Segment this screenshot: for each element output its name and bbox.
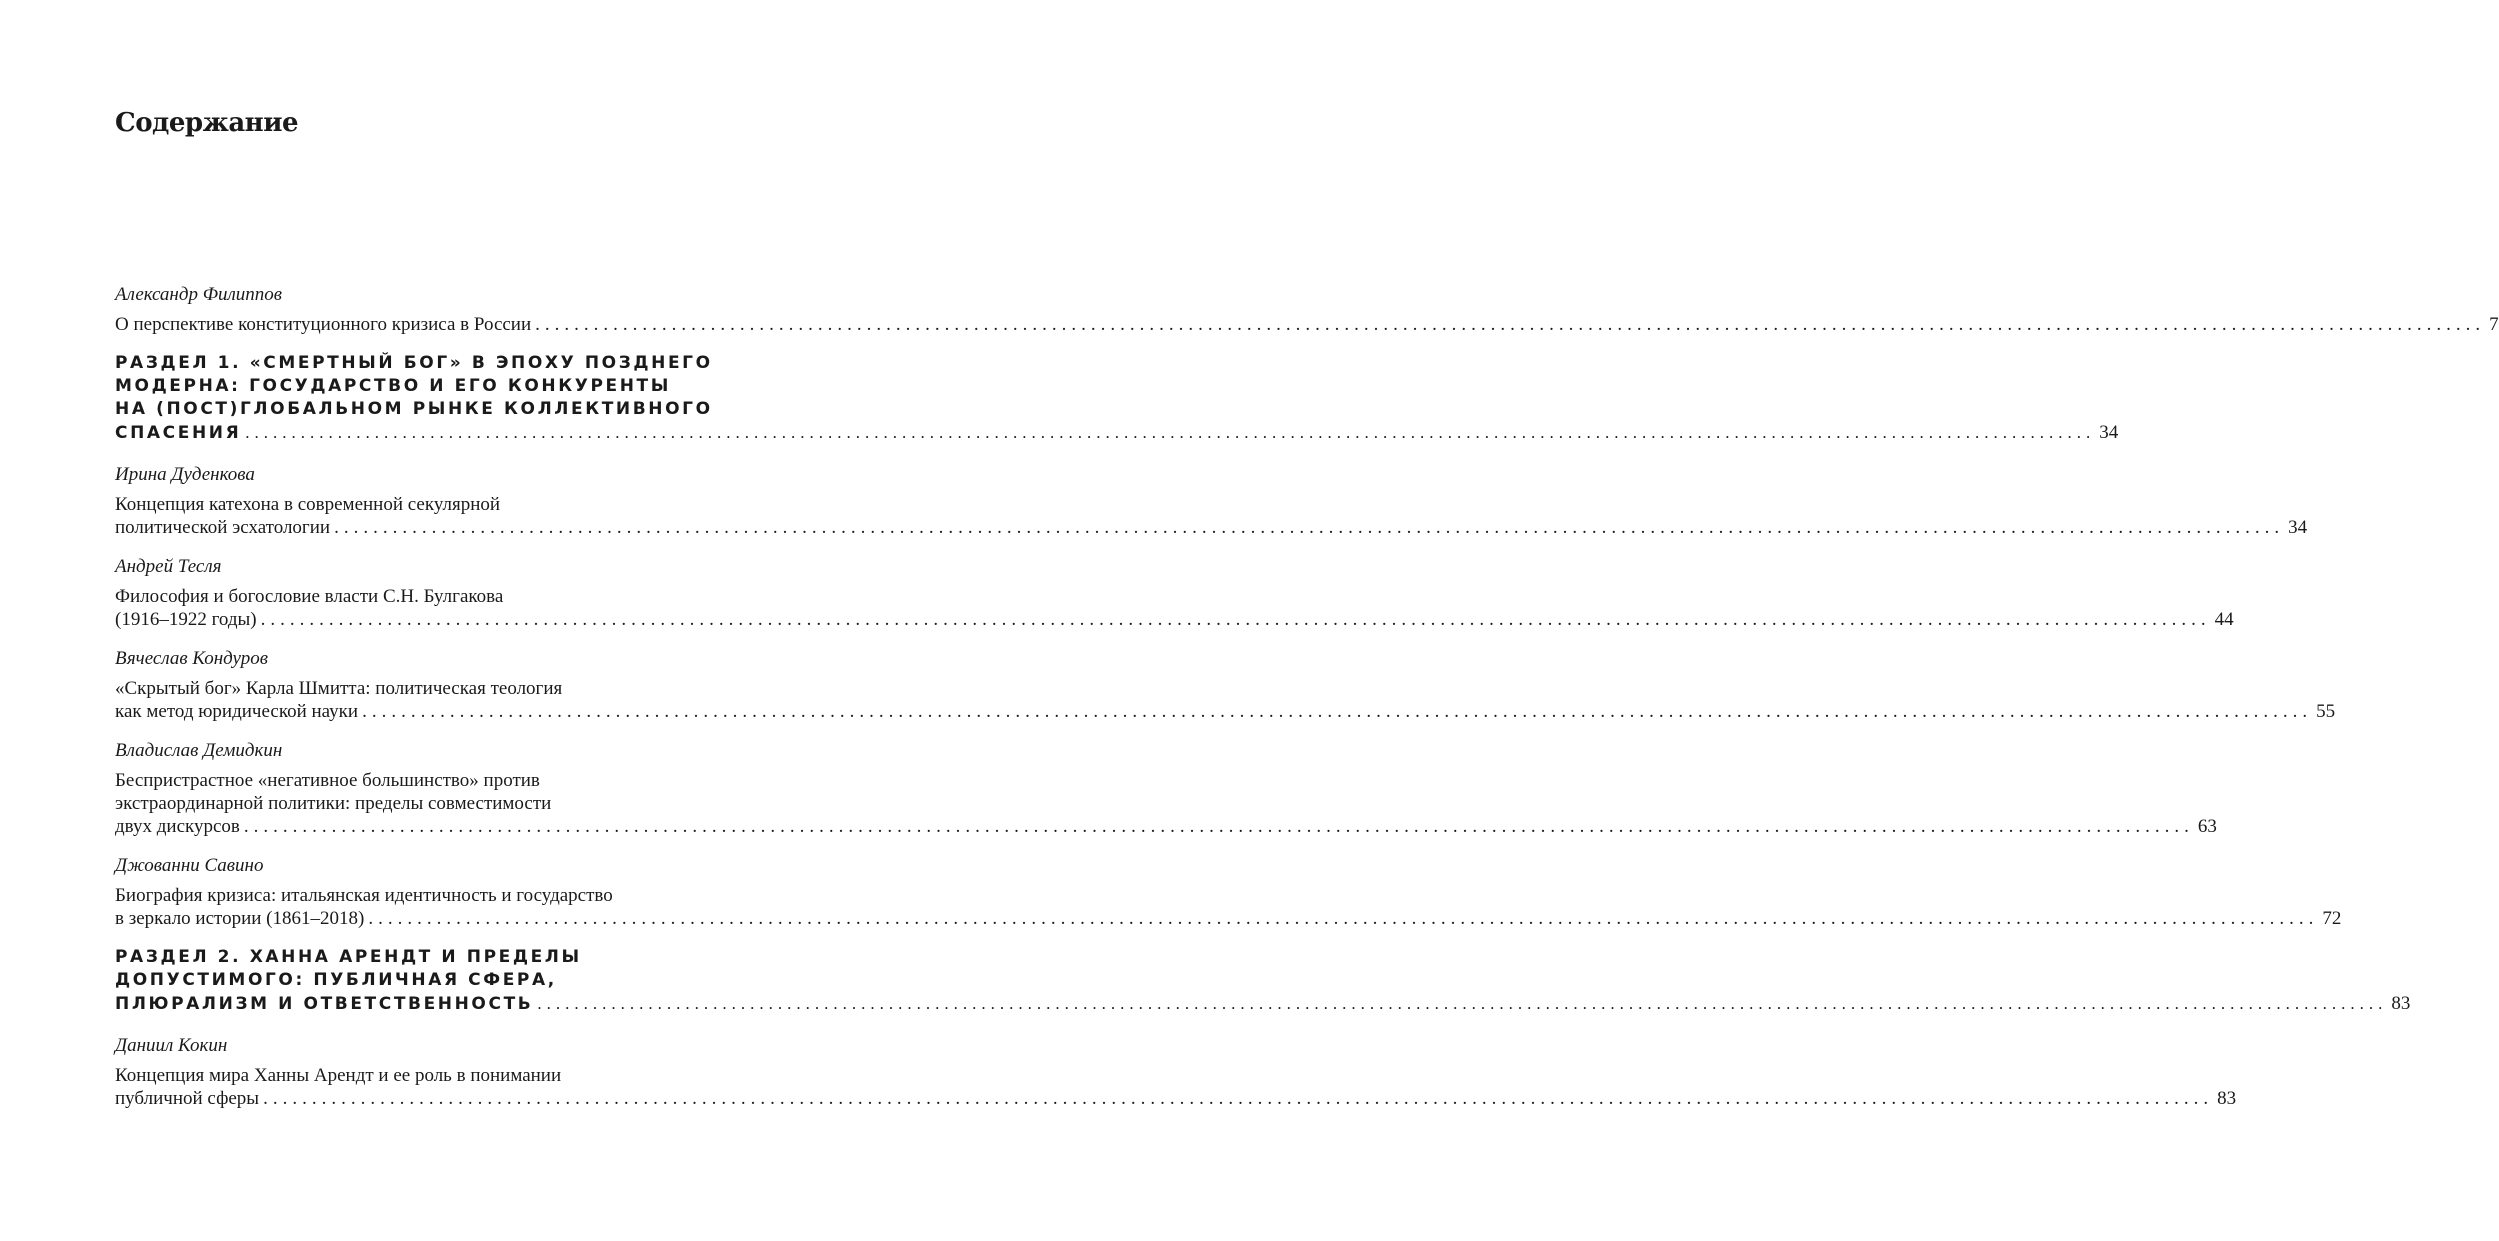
entry-author: Вячеслав Кондуров xyxy=(115,648,268,669)
entry-title xyxy=(115,884,2342,930)
section-title xyxy=(115,946,2411,1016)
title-line: О перспективе конституционного кризиса в России xyxy=(115,314,532,335)
dot-leader: ........................................................................................................................................................................................................ xyxy=(362,701,2313,722)
toc-section xyxy=(115,352,2119,445)
page-number: 83 xyxy=(2391,993,2411,1014)
title-line: Концепция мира Ханны Арендт и ее роль в понимании xyxy=(115,1065,562,1086)
toc-entry xyxy=(115,463,2308,539)
dot-leader: ........................................................................................................................................................................................................ xyxy=(368,908,2319,929)
entry-author: Александр Филиппов xyxy=(115,284,283,305)
title-line: Философия и богословие власти С.Н. Булгакова xyxy=(115,586,504,607)
title-line: в зеркало истории (1861–2018) xyxy=(115,908,365,929)
toc-entry xyxy=(115,283,2499,336)
title-line: публичной сферы xyxy=(115,1088,260,1109)
page-title: Содержание xyxy=(115,108,299,138)
entry-author: Владислав Демидкин xyxy=(115,740,283,761)
page-number: 34 xyxy=(2099,422,2119,443)
entry-title xyxy=(115,493,2308,539)
dot-leader: ........................................................................................................................................................................................................ xyxy=(243,816,2194,837)
toc-entry xyxy=(115,555,2234,631)
title-line: двух дискурсов xyxy=(115,816,240,837)
title-line: РАЗДЕЛ 2. ХАННА АРЕНДТ И ПРЕДЕЛЫ xyxy=(115,947,582,967)
dot-leader: ........................................................................................................................................................................................................ xyxy=(260,609,2211,630)
title-last-line xyxy=(115,907,2342,930)
entry-title xyxy=(115,313,2499,336)
entry-author: Даниил Кокин xyxy=(115,1035,228,1056)
title-line: Биография кризиса: итальянская идентичность и государство xyxy=(115,885,613,906)
toc-entry xyxy=(115,647,2336,723)
title-line: ДОПУСТИМОГО: ПУБЛИЧНАЯ СФЕРА, xyxy=(115,970,557,990)
dot-leader: ........................................................................................................................................................................................................ xyxy=(537,994,2388,1013)
dot-leader: ........................................................................................................................................................................................................ xyxy=(535,314,2486,335)
page-number: 72 xyxy=(2322,908,2342,929)
title-line: МОДЕРНА: ГОСУДАРСТВО И ЕГО КОНКУРЕНТЫ xyxy=(115,376,671,396)
title-last-line xyxy=(115,1087,2237,1110)
title-last-line xyxy=(115,608,2234,631)
title-line: как метод юридической науки xyxy=(115,701,359,722)
dot-leader: ........................................................................................................................................................................................................ xyxy=(334,517,2285,538)
title-last-line xyxy=(115,516,2308,539)
page-number: 34 xyxy=(2288,517,2308,538)
toc-entry xyxy=(115,1034,2237,1110)
toc-section xyxy=(115,946,2411,1016)
toc-entry xyxy=(115,854,2342,930)
title-line: Беспристрастное «негативное большинство» против xyxy=(115,770,540,791)
page-number: 83 xyxy=(2217,1088,2237,1109)
entry-author: Джованни Савино xyxy=(115,855,264,876)
title-line: (1916–1922 годы) xyxy=(115,609,257,630)
title-line: СПАСЕНИЯ xyxy=(115,423,242,443)
title-last-line xyxy=(115,313,2499,336)
title-line: ПЛЮРАЛИЗМ И ОТВЕТСТВЕННОСТЬ xyxy=(115,994,534,1014)
section-title xyxy=(115,352,2119,445)
entry-author: Ирина Дуденкова xyxy=(115,464,255,485)
title-line: Концепция катехона в современной секулярной xyxy=(115,494,501,515)
page-number: 55 xyxy=(2316,701,2336,722)
entry-title xyxy=(115,585,2234,631)
dot-leader: ........................................................................................................................................................................................................ xyxy=(245,423,2096,442)
title-last-line xyxy=(115,992,2411,1016)
entry-title xyxy=(115,677,2336,723)
title-line: политической эсхатологии xyxy=(115,517,331,538)
table-of-contents xyxy=(115,283,2499,1126)
toc-entry xyxy=(115,739,2217,838)
page-number: 63 xyxy=(2197,816,2217,837)
title-last-line xyxy=(115,815,2217,838)
title-line: экстраординарной политики: пределы совместимости xyxy=(115,793,552,814)
title-line: «Скрытый бог» Карла Шмитта: политическая теология xyxy=(115,678,563,699)
title-last-line xyxy=(115,421,2119,445)
title-line: РАЗДЕЛ 1. «СМЕРТНЫЙ БОГ» В ЭПОХУ ПОЗДНЕГО xyxy=(115,353,713,373)
entry-title xyxy=(115,769,2217,838)
page-number: 7 xyxy=(2489,314,2499,335)
entry-title xyxy=(115,1064,2237,1110)
page-number: 44 xyxy=(2214,609,2234,630)
title-last-line xyxy=(115,700,2336,723)
title-line: НА (ПОСТ)ГЛОБАЛЬНОМ РЫНКЕ КОЛЛЕКТИВНОГО xyxy=(115,399,713,419)
entry-author: Андрей Тесля xyxy=(115,556,222,577)
dot-leader: ........................................................................................................................................................................................................ xyxy=(263,1088,2214,1109)
